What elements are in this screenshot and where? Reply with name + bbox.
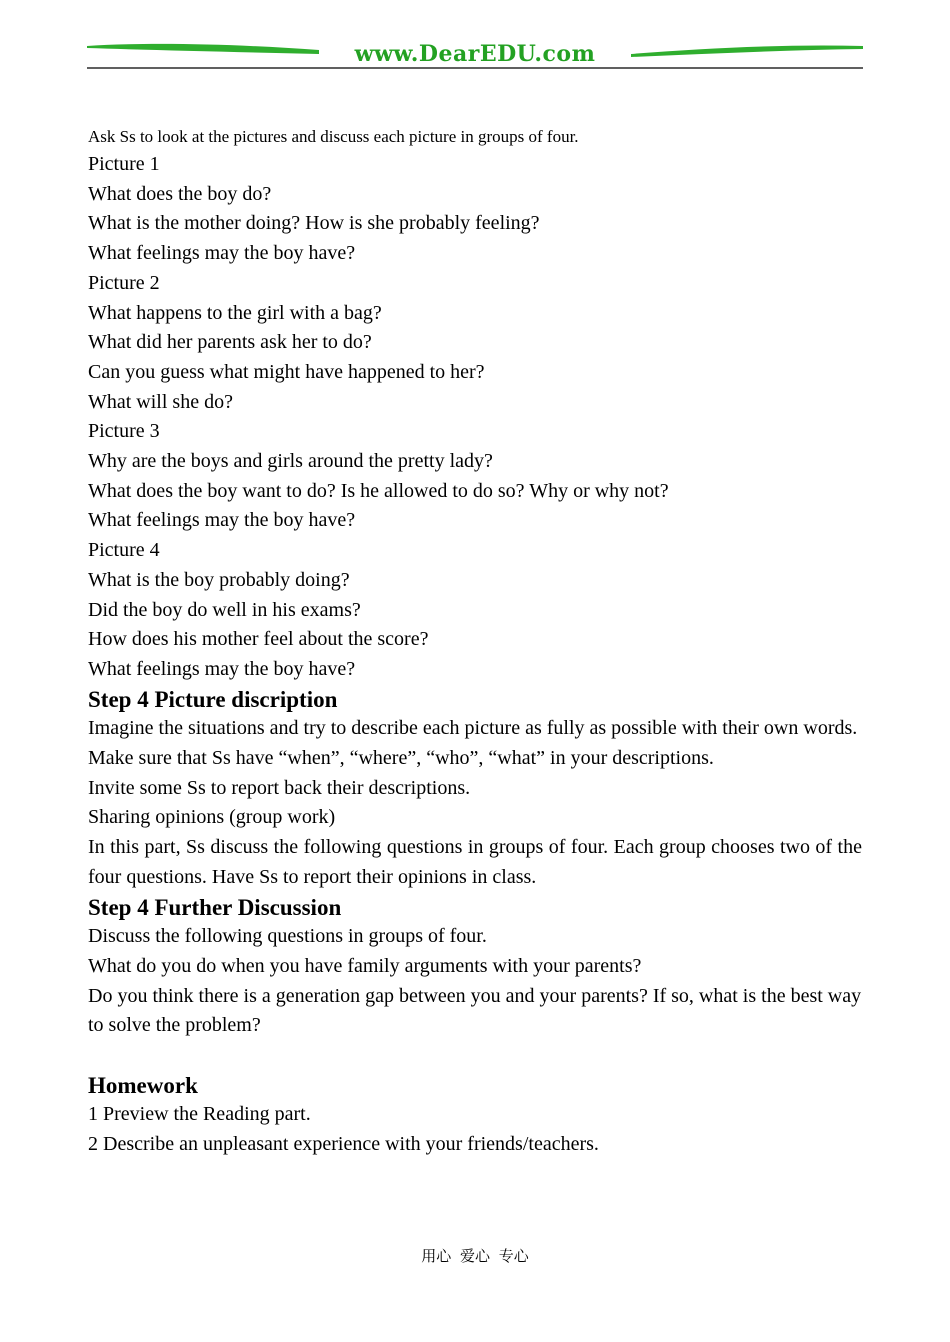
step4-further-discussion-section: [88, 893, 862, 1042]
site-logo-text: www.DearEDU.com: [354, 41, 596, 67]
question: Did the boy do well in his exams?: [88, 598, 361, 621]
section-heading: Step 4 Further Discussion: [88, 894, 342, 920]
picture-title: Picture 3: [88, 420, 160, 443]
paragraph: Make sure that Ss have “when”, “where”, “who”, “what” in your descriptions.: [88, 747, 714, 770]
picture-title: Picture 1: [88, 153, 160, 175]
homework-item: 1 Preview the Reading part.: [88, 1103, 311, 1126]
question: What is the mother doing? How is she probably feeling?: [88, 212, 540, 235]
paragraph: Sharing opinions (group work): [88, 806, 336, 829]
paragraph: Invite some Ss to report back their descriptions.: [88, 776, 471, 799]
document-body: [88, 124, 862, 1160]
question: What happens to the girl with a bag?: [88, 301, 382, 324]
picture-4-section: [88, 536, 862, 685]
picture-2-section: [88, 269, 862, 418]
question: What will she do?: [88, 390, 233, 413]
site-header: [87, 38, 863, 72]
intro-instruction: Ask Ss to look at the pictures and discuss each picture in groups of four.: [88, 127, 579, 146]
paragraph: In this part, Ss discuss the following questions in groups of four. Each group chooses two of the four questions. Have Ss to report their opinions in class.: [88, 836, 862, 888]
homework-section: [88, 1071, 862, 1160]
paragraph: Imagine the situations and try to describe each picture as fully as possible with their own words.: [88, 717, 858, 740]
paragraph: What do you do when you have family arguments with your parents?: [88, 954, 642, 977]
question: What does the boy want to do? Is he allowed to do so? Why or why not?: [88, 479, 669, 502]
question: What did her parents ask her to do?: [88, 331, 372, 354]
picture-3-section: [88, 417, 862, 536]
homework-item: 2 Describe an unpleasant experience with your friends/teachers.: [88, 1133, 599, 1156]
question: What feelings may the boy have?: [88, 242, 356, 265]
picture-1-section: [88, 150, 862, 269]
question: What is the boy probably doing?: [88, 568, 350, 591]
question: Why are the boys and girls around the pretty lady?: [88, 450, 493, 473]
question: What does the boy do?: [88, 182, 272, 205]
section-heading: Step 4 Picture discription: [88, 686, 338, 712]
picture-title: Picture 4: [88, 539, 160, 562]
question: How does his mother feel about the score?: [88, 628, 429, 651]
paragraph: Do you think there is a generation gap between you and your parents? If so, what is the best way to solve the problem?: [88, 984, 862, 1037]
question: What feelings may the boy have?: [88, 657, 356, 680]
section-heading: Homework: [88, 1072, 198, 1098]
picture-title: Picture 2: [88, 271, 160, 294]
paragraph: Discuss the following questions in groups of four.: [88, 925, 487, 948]
question: What feelings may the boy have?: [88, 509, 356, 532]
question: Can you guess what might have happened to her?: [88, 360, 485, 383]
step4-picture-description-section: [88, 685, 862, 893]
spacer: [88, 1041, 862, 1071]
page-footer: 用心 爱心 专心: [421, 1247, 529, 1265]
